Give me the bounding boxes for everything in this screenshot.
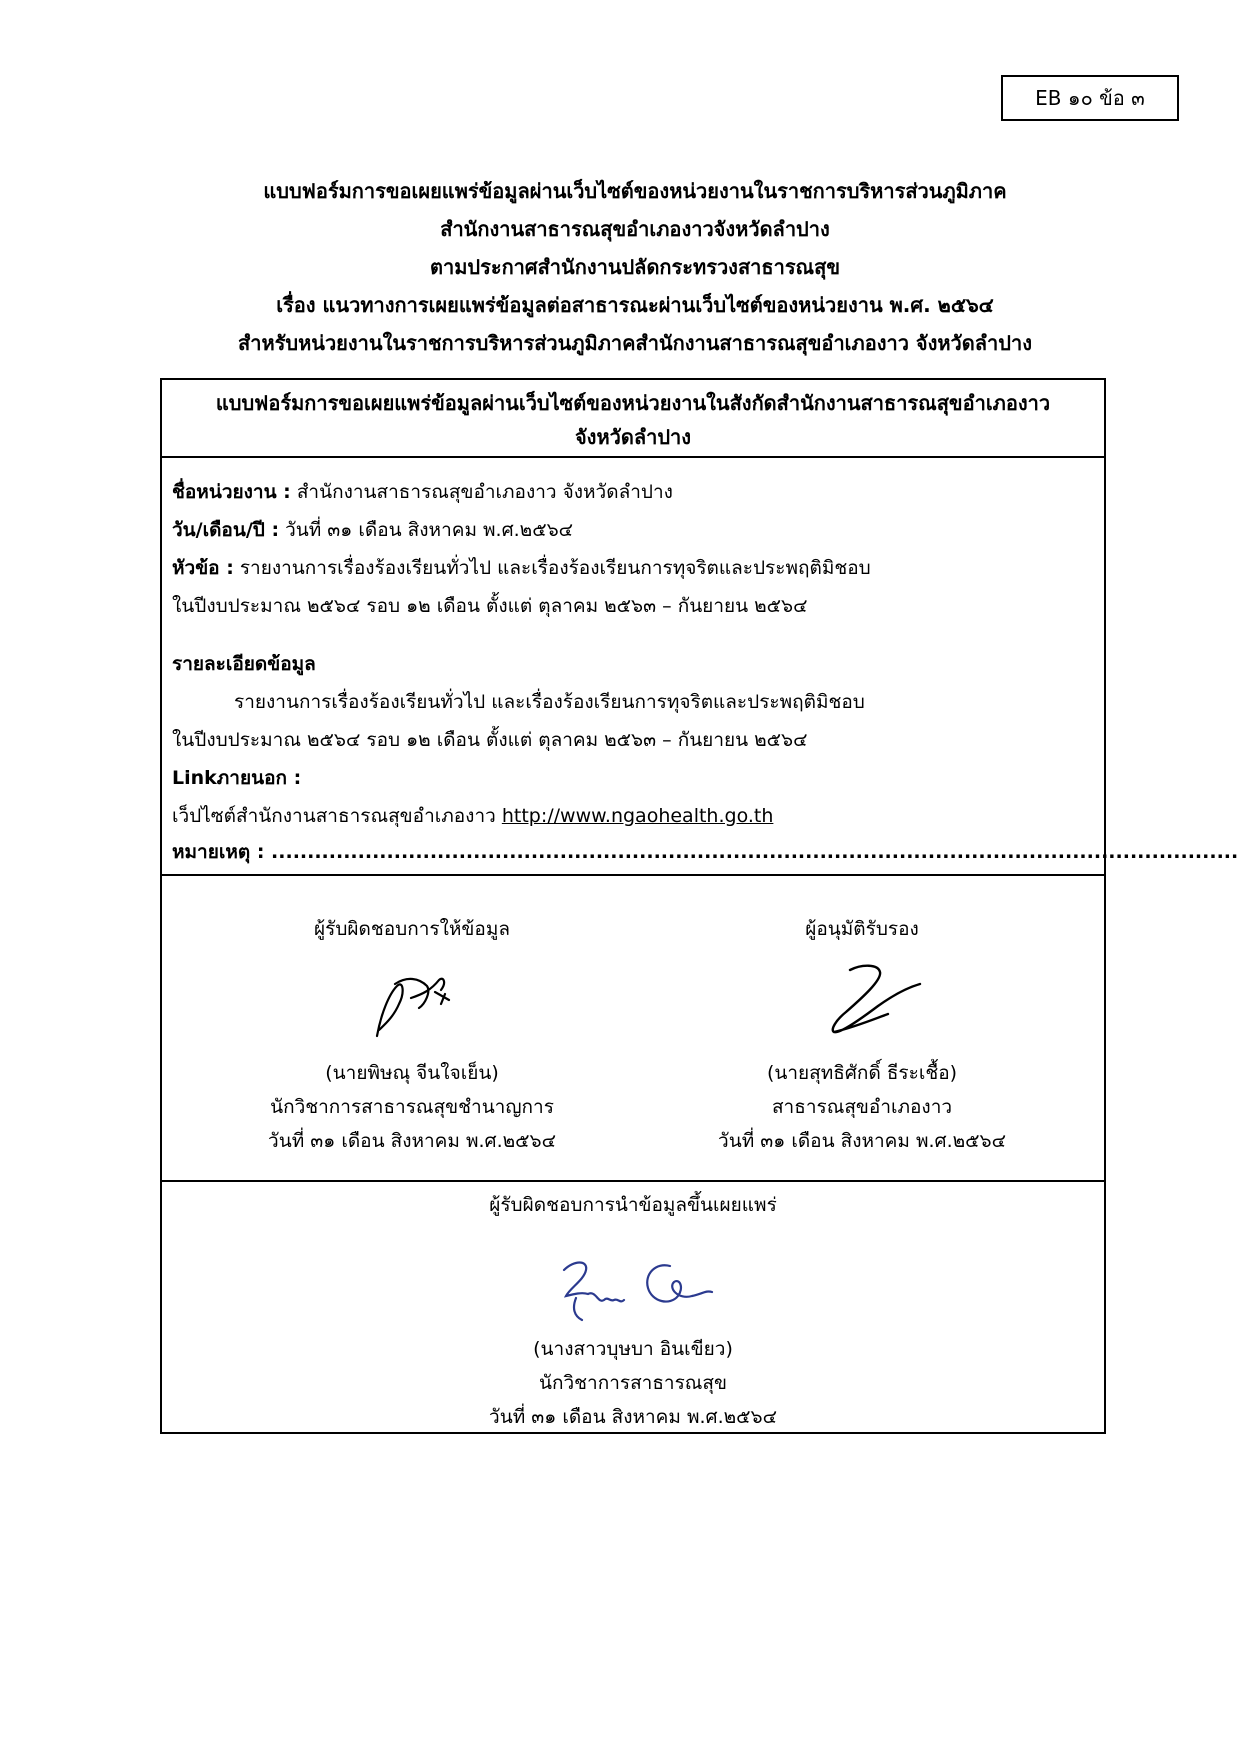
- approver-position: สาธารณสุขอำเภองาว: [771, 1096, 953, 1118]
- publisher-role: ผู้รับผิดชอบการนำข้อมูลขึ้นเผยแพร่: [489, 1194, 777, 1216]
- header-line-2: สำนักงานสาธารณสุขอำเภองาวจังหวัดลำปาง: [440, 217, 830, 241]
- approver-name: (นายสุทธิศักดิ์ ธีระเชื้อ): [766, 1062, 958, 1084]
- topic-line-2-text: ในปีงบประมาณ ๒๕๖๔ รอบ ๑๒ เดือน ตั้งแต่ ตุลาคม ๒๕๖๓ – กันยายน ๒๕๖๔: [172, 595, 808, 617]
- approval-signatures-section: [162, 876, 1104, 1182]
- provider-date: วันที่ ๓๑ เดือน สิงหาคม พ.ศ.๒๕๖๔: [268, 1130, 556, 1152]
- publisher-signature-section: [162, 1182, 1104, 1432]
- agency-label: ชื่อหน่วยงาน :: [172, 481, 291, 503]
- external-link[interactable]: http://www.ngaohealth.go.th: [501, 805, 774, 827]
- provider-role: ผู้รับผิดชอบการให้ข้อมูล: [314, 918, 510, 940]
- topic-row: [172, 550, 1094, 586]
- external-link-row: [172, 798, 1094, 834]
- remark-dotted-line: ......................................................................................................................................: [264, 841, 1239, 863]
- topic-line-2: [172, 588, 1094, 624]
- form-title-section: [162, 380, 1104, 458]
- header-line-3: ตามประกาศสำนักงานปลัดกระทรวงสาธารณสุข: [429, 255, 840, 279]
- detail-label: รายละเอียดข้อมูล: [172, 653, 316, 675]
- form-info-section: [162, 458, 1239, 876]
- form-title-line-1: แบบฟอร์มการขอเผยแพร่ข้อมูลผ่านเว็บไซต์ของหน่วยงานในสังกัดสำนักงานสาธารณสุขอำเภองาว: [215, 391, 1051, 415]
- approver-signature: [822, 958, 932, 1048]
- form-title-line-2: จังหวัดลำปาง: [574, 425, 692, 449]
- publisher-name: (นางสาวบุษบา อินเขียว): [533, 1338, 733, 1360]
- header-line-5: สำหรับหน่วยงานในราชการบริหารส่วนภูมิภาคสำนักงานสาธารณสุขอำเภองาว จังหวัดลำปาง: [238, 331, 1032, 355]
- topic-value: รายงานการเรื่องร้องเรียนทั่วไป และเรื่องร้องเรียนการทุจริตและประพฤติมิชอบ: [233, 557, 871, 579]
- document-header: [100, 172, 1170, 362]
- date-value: วันที่ ๓๑ เดือน สิงหาคม พ.ศ.๒๕๖๔: [279, 519, 574, 541]
- external-link-prefix: เว็ปไซต์สำนักงานสาธารณสุขอำเภองาว: [172, 805, 502, 827]
- date-label: วัน/เดือน/ปี :: [172, 519, 280, 541]
- reference-code-box: [1001, 75, 1179, 121]
- detail-line-1: รายงานการเรื่องร้องเรียนทั่วไป และเรื่องร้องเรียนการทุจริตและประพฤติมิชอบ: [234, 691, 865, 713]
- agency-value: สำนักงานสาธารณสุขอำเภองาว จังหวัดลำปาง: [290, 481, 673, 503]
- publisher-signature: [552, 1250, 732, 1330]
- publisher-date: วันที่ ๓๑ เดือน สิงหาคม พ.ศ.๒๕๖๔: [489, 1406, 777, 1428]
- header-line-4: เรื่อง แนวทางการเผยแพร่ข้อมูลต่อสาธารณะผ่านเว็บไซต์ของหน่วยงาน พ.ศ. ๒๕๖๔: [276, 293, 994, 317]
- detail-line-2: ในปีงบประมาณ ๒๕๖๔ รอบ ๑๒ เดือน ตั้งแต่ ตุลาคม ๒๕๖๓ – กันยายน ๒๕๖๔: [172, 729, 808, 751]
- remark-row: [172, 834, 1239, 870]
- form-table: [160, 378, 1239, 1434]
- provider-position: นักวิชาการสาธารณสุขชำนาญการ: [270, 1096, 554, 1118]
- topic-label: หัวข้อ :: [172, 557, 234, 579]
- provider-name: (นายพิษณุ จีนใจเย็น): [325, 1062, 499, 1084]
- approver-role: ผู้อนุมัติรับรอง: [805, 918, 919, 940]
- date-row: [172, 512, 1094, 548]
- reference-code: EB ๑๐ ข้อ ๓: [1035, 86, 1145, 110]
- remark-label: หมายเหตุ :: [172, 841, 265, 863]
- approver-date: วันที่ ๓๑ เดือน สิงหาคม พ.ศ.๒๕๖๔: [718, 1130, 1006, 1152]
- publisher-position: นักวิชาการสาธารณสุข: [538, 1372, 728, 1394]
- provider-signature: [367, 964, 467, 1044]
- external-link-label: Linkภายนอก :: [172, 767, 302, 789]
- header-line-1: แบบฟอร์มการขอเผยแพร่ข้อมูลผ่านเว็บไซต์ของหน่วยงานในราชการบริหารส่วนภูมิภาค: [263, 179, 1007, 203]
- agency-row: [172, 474, 1094, 510]
